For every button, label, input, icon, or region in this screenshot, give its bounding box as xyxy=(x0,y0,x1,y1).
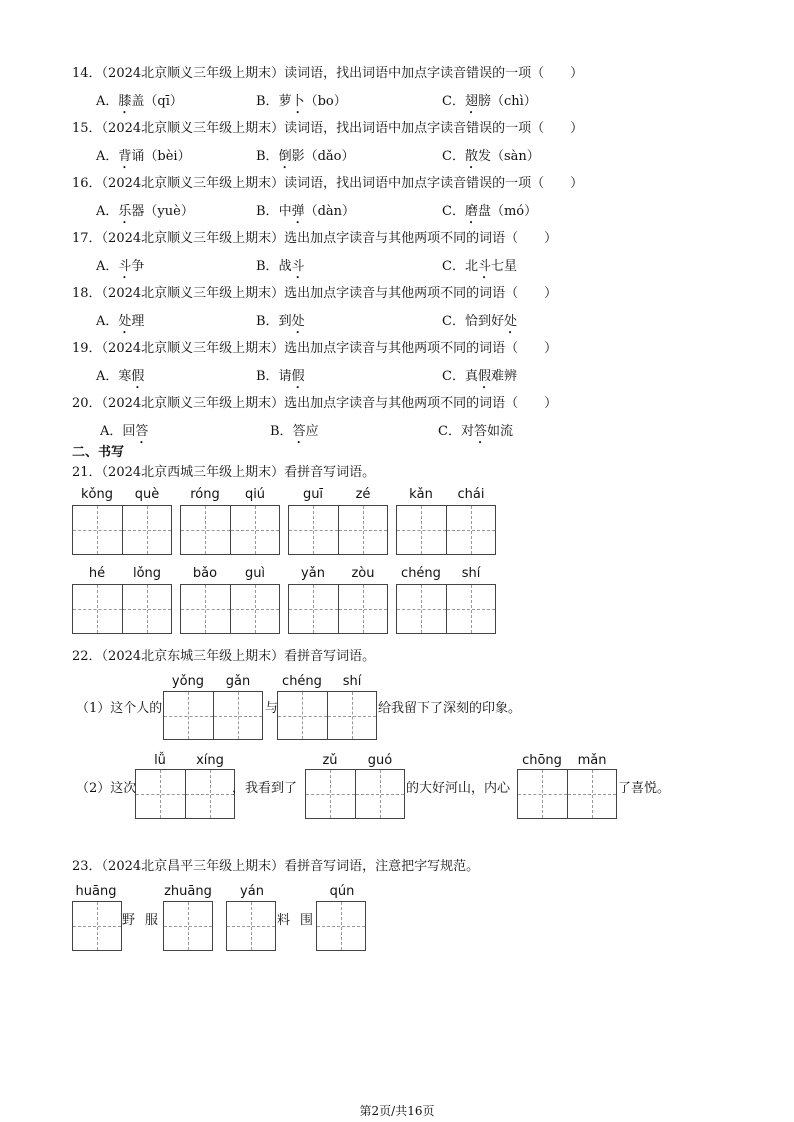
option-b: B．答应 xyxy=(270,424,319,439)
question-16-stem: 16．（2024北京顺义三年级上期末）读词语，找出词语中加点字读音错误的一项（ ） xyxy=(72,176,584,191)
sentence-text: （1）这个人的 xyxy=(76,701,163,716)
pinyin: guì xyxy=(244,566,266,581)
question-21-stem: 21．（2024北京西城三年级上期末）看拼音写词语。 xyxy=(72,465,376,480)
given-char: 料 xyxy=(277,913,291,928)
option-b: B．倒影（dǎo） xyxy=(256,149,355,164)
writing-grid[interactable] xyxy=(180,584,280,634)
pinyin: shí xyxy=(461,566,481,581)
sentence-text: 给我留下了深刻的印象。 xyxy=(378,701,522,716)
pinyin: què xyxy=(134,487,160,502)
writing-grid[interactable] xyxy=(163,691,263,740)
option-a: A．膝盖（qī） xyxy=(96,94,183,109)
pinyin: yǎn xyxy=(301,566,325,581)
sentence-text: 与 xyxy=(265,701,279,716)
writing-grid[interactable] xyxy=(288,505,388,555)
sentence-text: 了喜悦。 xyxy=(618,781,671,796)
pinyin: chéng xyxy=(401,566,441,581)
pinyin: róng xyxy=(190,487,220,502)
option-c: C．真假难辨 xyxy=(442,369,517,384)
page-number: 第2页/共16页 xyxy=(359,1104,435,1118)
pinyin: qún xyxy=(329,884,355,899)
question-17-stem: 17．（2024北京顺义三年级上期末）选出加点字读音与其他两项不同的词语（ ） xyxy=(72,231,558,246)
pinyin: bǎo xyxy=(192,566,218,581)
writing-grid[interactable] xyxy=(316,901,366,951)
option-c: C．恰到好处 xyxy=(442,314,517,329)
writing-grid[interactable] xyxy=(135,769,235,819)
pinyin: qiú xyxy=(244,487,266,502)
writing-grid[interactable] xyxy=(72,505,172,555)
question-22-stem: 22．（2024北京东城三年级上期末）看拼音写词语。 xyxy=(72,649,376,664)
option-a: A．乐器（yuè） xyxy=(96,204,194,219)
pinyin: zhuāng xyxy=(164,884,212,899)
option-b: B．战斗 xyxy=(256,259,305,274)
option-a: A．斗争 xyxy=(96,259,145,274)
option-c: C．翅膀（chì） xyxy=(442,94,537,109)
pinyin: zé xyxy=(355,487,371,502)
pinyin: shí xyxy=(342,674,362,689)
pinyin: lǒng xyxy=(132,566,162,581)
writing-grid[interactable] xyxy=(396,584,496,634)
pinyin: zǔ xyxy=(322,753,338,768)
section-title: 二、书写 xyxy=(72,445,125,460)
pinyin: lǚ xyxy=(154,753,166,768)
pinyin: chái xyxy=(457,487,485,502)
pinyin: chōng xyxy=(522,753,562,768)
given-char: 服 xyxy=(145,913,159,928)
writing-grid[interactable] xyxy=(396,505,496,555)
pinyin: guī xyxy=(302,487,324,502)
sentence-text: 的大好河山，内心 xyxy=(406,781,511,796)
option-a: A．背诵（bèi） xyxy=(96,149,191,164)
pinyin: hé xyxy=(88,566,106,581)
pinyin: xíng xyxy=(196,753,224,768)
given-char: 围 xyxy=(300,913,314,928)
question-20-stem: 20．（2024北京顺义三年级上期末）选出加点字读音与其他两项不同的词语（ ） xyxy=(72,396,558,411)
given-char: 野 xyxy=(122,913,136,928)
writing-grid[interactable] xyxy=(517,769,617,819)
sentence-text: （2）这次 xyxy=(76,781,137,796)
writing-grid[interactable] xyxy=(72,584,172,634)
option-c: C．磨盘（mó） xyxy=(442,204,538,219)
writing-grid[interactable] xyxy=(163,901,213,951)
writing-grid[interactable] xyxy=(288,584,388,634)
question-19-stem: 19．（2024北京顺义三年级上期末）选出加点字读音与其他两项不同的词语（ ） xyxy=(72,341,558,356)
writing-grid[interactable] xyxy=(305,769,405,819)
question-18-stem: 18．（2024北京顺义三年级上期末）选出加点字读音与其他两项不同的词语（ ） xyxy=(72,286,558,301)
writing-grid[interactable] xyxy=(226,901,276,951)
option-c: C．散发（sàn） xyxy=(442,149,540,164)
writing-grid[interactable] xyxy=(180,505,280,555)
option-a: A．回答 xyxy=(100,424,149,439)
pinyin: guó xyxy=(367,753,393,768)
option-a: A．处理 xyxy=(96,314,145,329)
writing-grid[interactable] xyxy=(72,901,122,951)
option-c: C．对答如流 xyxy=(438,424,513,439)
pinyin: chéng xyxy=(282,674,322,689)
question-23-stem: 23．（2024北京昌平三年级上期末）看拼音写词语，注意把字写规范。 xyxy=(72,859,480,874)
pinyin: yán xyxy=(240,884,264,899)
question-15-stem: 15．（2024北京顺义三年级上期末）读词语，找出词语中加点字读音错误的一项（ ） xyxy=(72,121,584,136)
question-14-stem: 14．（2024北京顺义三年级上期末）读词语，找出词语中加点字读音错误的一项（ ） xyxy=(72,66,584,81)
sentence-text: ，我看到了 xyxy=(232,781,298,796)
writing-grid[interactable] xyxy=(277,691,377,740)
pinyin: huāng xyxy=(75,884,117,899)
option-b: B．萝卜（bo） xyxy=(256,94,347,109)
pinyin: kǒng xyxy=(81,487,113,502)
option-b: B．到处 xyxy=(256,314,305,329)
pinyin: kǎn xyxy=(409,487,433,502)
option-b: B．中弹（dàn） xyxy=(256,204,356,219)
option-b: B．请假 xyxy=(256,369,305,384)
pinyin: mǎn xyxy=(577,753,607,768)
pinyin: yǒng xyxy=(171,674,205,689)
option-c: C．北斗七星 xyxy=(442,259,517,274)
option-a: A．寒假 xyxy=(96,369,145,384)
pinyin: zòu xyxy=(351,566,375,581)
pinyin: gǎn xyxy=(225,674,251,689)
